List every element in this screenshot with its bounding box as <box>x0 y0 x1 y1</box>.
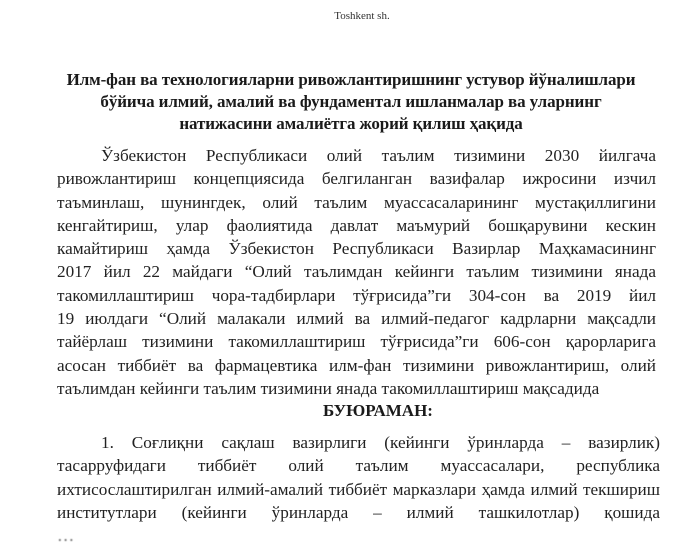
document-title <box>48 69 654 135</box>
text-line: ихтисослаштирилган илмий-амалий тиббиёт марказлари ҳамда илмий текшириш <box>57 479 660 499</box>
text-line: таъминлаш, шунингдек, олий таълим муассасаларининг мустақиллигини <box>57 192 656 212</box>
text-line: 2017 йил 22 майдаги “Олий таълимдан кейинги таълим тизимини янада <box>57 262 656 282</box>
title-line: натижасини амалиётга жорий қилиш ҳақида <box>179 114 523 133</box>
title-line: Илм-фан ва технологияларни ривожлантиришнинг устувор йўналишлари <box>66 70 636 89</box>
text-line: кенгайтириш, улар фаолиятида давлат маъмурий бошқарувини кескин <box>57 215 656 235</box>
text-line: таълимдан кейинги таълим тизимини янада такомиллаштириш мақсадида <box>57 378 600 398</box>
text-line: 1. Соғлиқни сақлаш вазирлиги (кейинги ўринларда – вазирлик) <box>101 433 660 452</box>
text-line-cut-off: … <box>57 526 75 546</box>
order-heading: БУЮРАМАН: <box>323 401 433 420</box>
text-line: тасарруфидаги тиббиёт олий таълим муассасалари, республика <box>57 456 660 476</box>
text-line: асосан тиббиёт ва фармацевтика илм-фан тизимини ривожлантириш, олий <box>57 355 656 375</box>
text-line: ривожлантириш концепциясида белгиланган вазифалар ижросини изчил <box>57 169 656 189</box>
text-line: камайтириш ҳамда Ўзбекистон Республикаси Вазирлар Маҳкамасининг <box>57 239 656 259</box>
text-line: 19 июлдаги “Олий малакали илмий ва илмий-педагог кадрларни мақсадли <box>57 309 656 329</box>
text-line: такомиллаштириш чора-тадбирлари тўғрисида”ги 304-сон ва 2019 йил <box>57 285 656 305</box>
item-1-paragraph <box>57 431 660 547</box>
title-line: бўйича илмий, амалий ва фундаментал ишланмалар ва уларнинг <box>100 92 602 111</box>
text-line: институтлари (кейинги ўринларда – илмий ташкилотлар) қошида <box>57 502 660 522</box>
place-of-issue: Toshkent sh. <box>334 10 390 22</box>
preamble-paragraph <box>57 144 656 400</box>
text-line: Ўзбекистон Республикаси олий таълим тизимини 2030 йилгача <box>101 146 656 165</box>
text-line: тайёрлаш тизимини такомиллаштириш тўғрисида”ги 606-сон қарорларига <box>57 332 656 352</box>
